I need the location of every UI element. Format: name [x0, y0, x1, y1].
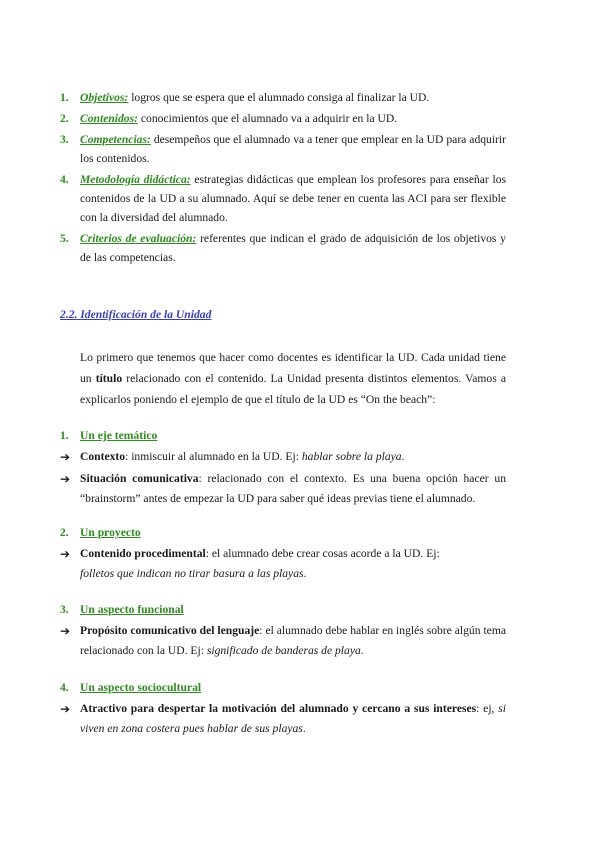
intro-paragraph — [80, 347, 506, 410]
definition-text: referentes que indican el grado de adquisición de los objetivos y de las competencias. — [80, 232, 506, 264]
definition-term: Contenidos: — [80, 112, 138, 125]
definition-item — [60, 88, 506, 107]
bullet-text: : el alumnado debe crear cosas acorde a la UD. Ej: — [205, 547, 440, 560]
subsection-label: Un aspecto funcional — [80, 603, 184, 616]
item-number: 4. — [60, 173, 69, 186]
definition-item — [60, 109, 506, 128]
bullet-item — [60, 621, 506, 661]
subsection-label: Un eje temático — [80, 429, 158, 442]
definitions-list — [60, 88, 506, 269]
bullet-bold: Contexto — [80, 450, 126, 463]
subsection-number: 4. — [60, 681, 69, 694]
bullet-end: . — [303, 567, 307, 580]
definition-text: desempeños que el alumnado va a tener que emplear en la UD para adquirir los contenidos. — [80, 133, 506, 165]
definition-item — [60, 229, 506, 267]
bullet-text: : relacionado con el contexto. Es una buena opción hacer un “brainstorm” antes de empezar la UD para saber qué ideas previas tiene el alumnado. — [80, 472, 507, 505]
subsection-title — [60, 601, 506, 619]
subsection-title — [60, 679, 506, 697]
definition-text: conocimientos que el alumnado va a adquirir en la UD. — [137, 112, 398, 125]
bullet-item — [60, 469, 506, 509]
subsection-eje-tematico — [60, 427, 506, 509]
section-heading — [60, 308, 211, 321]
definition-term: Objetivos: — [80, 91, 129, 104]
subsection-number: 2. — [60, 526, 69, 539]
section-number: 2.2. — [60, 308, 78, 321]
bullet-end: . — [401, 450, 405, 463]
item-number: 1. — [60, 91, 69, 104]
item-number: 5. — [60, 232, 69, 245]
subsection-title — [60, 427, 506, 445]
subsection-title — [60, 524, 506, 542]
subsection-number: 1. — [60, 429, 69, 442]
bullet-text: : ej, — [476, 702, 499, 715]
bullet-item — [60, 544, 506, 584]
definition-text: estrategias didácticas que emplean los profesores para enseñar los contenidos de la UD a su alumnado. Aquí se debe tener en cuenta las ACI para ser flexible con la diversidad del alumnado. — [80, 173, 507, 224]
definition-term: Metodología didáctica: — [80, 173, 191, 186]
intro-text-end: relacionado con el contenido. La Unidad presenta distintos elementos. Vamos a explicarlos poniendo el ejemplo de que el título de la UD es “On the beach”: — [80, 372, 506, 406]
arrow-bullet-icon: ➔ — [60, 450, 71, 464]
subsection-proyecto — [60, 524, 506, 584]
subsection-number: 3. — [60, 603, 69, 616]
arrow-bullet-icon: ➔ — [60, 624, 71, 638]
definition-term: Criterios de evaluación: — [80, 232, 197, 245]
definition-text: logros que se espera que el alumnado consiga al finalizar la UD. — [128, 91, 430, 104]
subsection-label: Un aspecto sociocultural — [80, 681, 202, 694]
bullet-bold: Propósito comunicativo del lenguaje — [80, 624, 260, 637]
bullet-end: . — [360, 644, 364, 657]
definition-item — [60, 170, 506, 227]
bullet-bold: Atractivo para despertar la motivación del alumnado y cercano a sus intereses — [80, 702, 477, 715]
subsection-aspecto-funcional — [60, 601, 506, 661]
definition-item — [60, 130, 506, 168]
bullet-item — [60, 447, 506, 467]
bullet-italic: significado de banderas de playa — [206, 644, 361, 657]
arrow-bullet-icon: ➔ — [60, 547, 71, 561]
bullet-text: : inmiscuir al alumnado en la UD. Ej: — [125, 450, 302, 463]
item-number: 2. — [60, 112, 69, 125]
item-number: 3. — [60, 133, 69, 146]
bullet-end: . — [302, 722, 306, 735]
bullet-italic: folletos que indican no tirar basura a las playas — [80, 567, 304, 580]
arrow-bullet-icon: ➔ — [60, 472, 71, 486]
bullet-italic: si viven en zona costera pues hablar de sus playas — [80, 702, 506, 735]
bullet-bold: Contenido procedimental — [80, 547, 206, 560]
bullet-item — [60, 699, 506, 739]
bullet-italic: hablar sobre la playa — [301, 450, 402, 463]
section-title: Identificación de la Unidad — [80, 308, 212, 321]
bullet-text: : el alumnado debe hablar en inglés sobre algún tema relacionado con la UD. Ej: — [80, 624, 506, 657]
subsection-label: Un proyecto — [80, 526, 141, 539]
intro-text-start: Lo primero que tenemos que hacer como docentes es identificar la UD. Cada unidad tiene un — [80, 351, 506, 385]
bullet-bold: Situación comunicativa — [80, 472, 199, 485]
subsection-aspecto-sociocultural — [60, 679, 506, 739]
intro-bold-word: título — [95, 372, 123, 385]
arrow-bullet-icon: ➔ — [60, 702, 71, 716]
definition-term: Competencias: — [80, 133, 151, 146]
